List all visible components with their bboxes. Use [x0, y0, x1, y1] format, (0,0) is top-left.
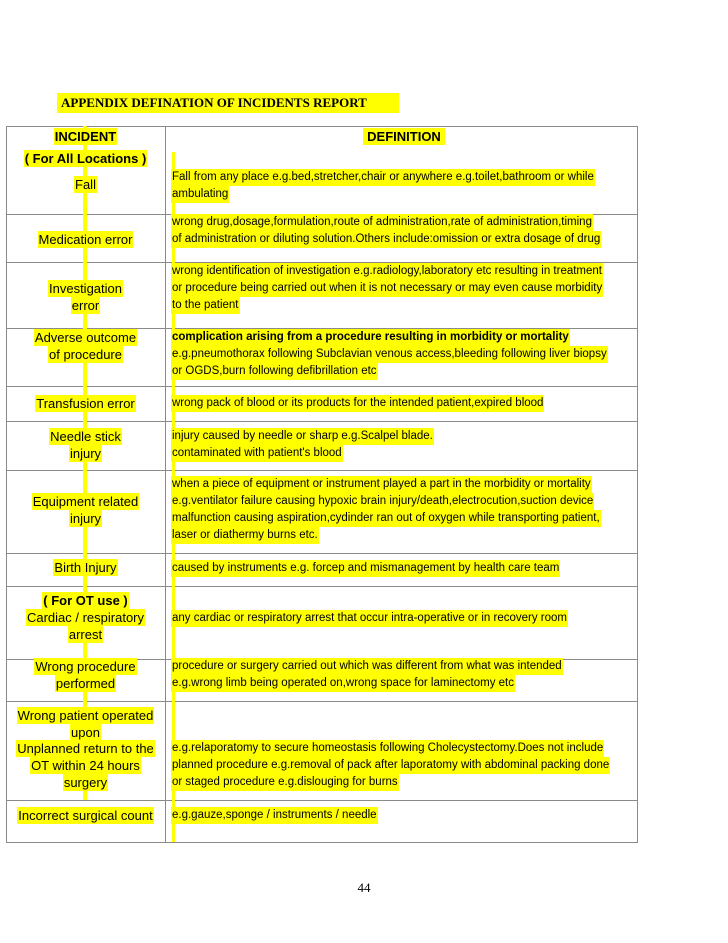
incident-cell: Equipment related injury [32, 494, 139, 526]
definition-cell: injury caused by needle or sharp e.g.Scalpel blade. contaminated with patient's blood [171, 428, 637, 462]
incident-header: INCIDENT [54, 129, 117, 144]
page-title: APPENDIX DEFINATION OF INCIDENTS REPORT [57, 93, 399, 113]
definition-cell: when a piece of equipment or instrument played a part in the morbidity or mortality e.g.ventilator failure causing hypoxic brain injury/death,electrocution,suction device malfunction causing aspiration,cydinder ran out of oxygen while transporting patient, laser or diathermy burns etc. [171, 476, 637, 544]
definition-cell: wrong drug,dosage,formulation,route of administration,rate of administration,timing of administration or diluting solution.Others include:omission or extra dosage of drug [171, 214, 637, 248]
incident-cell: Transfusion error [36, 396, 135, 411]
definition-cell: any cardiac or respiratory arrest that occur intra-operative or in recovery room [171, 610, 637, 627]
incident-cell: ( For OT use ) Cardiac / respiratory arrest [26, 593, 145, 642]
incident-cell: Medication error [38, 232, 133, 247]
definition-cell: wrong pack of blood or its products for the intended patient,expired blood [171, 395, 637, 412]
definition-cell: Fall from any place e.g.bed,stretcher,chair or anywhere e.g.toilet,bathroom or while ambulating [171, 169, 637, 203]
incident-cell: Wrong procedure performed [35, 659, 136, 691]
incident-cell: Needle stick injury [50, 429, 121, 461]
definition-cell: e.g.gauze,sponge / instruments / needle [171, 807, 637, 824]
definition-cell: wrong identification of investigation e.g.radiology,laboratory etc resulting in treatment or procedure being carried out when it is not necessary or may even cause morbidity to the patient [171, 263, 637, 314]
definition-cell: procedure or surgery carried out which was different from what was intended e.g.wrong limb being operated on,wrong space for laminectomy etc [171, 658, 637, 692]
definition-header: DEFINITION [171, 128, 637, 145]
definition-cell: e.g.relaporatomy to secure homeostasis following Cholecystectomy.Does not include planned procedure e.g.removal of pack after laporatomy with abdominal packing done or staged procedure e.g.dislouging for burns [171, 740, 637, 791]
incident-cell: ( For All Locations ) Fall [24, 151, 147, 192]
incident-cell: Investigation error [49, 281, 122, 313]
incident-cell: Unplanned return to the OT within 24 hours surgery [17, 741, 154, 790]
incident-cell: Adverse outcome of procedure [34, 330, 137, 362]
definition-cell: caused by instruments e.g. forcep and mismanagement by health care team [171, 560, 637, 577]
definition-cell: complication arising from a procedure resulting in morbidity or mortality e.g.pneumothorax following Subclavian venous access,bleeding following liver biopsy or OGDS,burn following defibrillation etc [171, 329, 637, 380]
incident-cell: Wrong patient operated upon [17, 708, 154, 740]
page-number: 44 [357, 880, 371, 895]
incidents-table [6, 126, 638, 843]
incident-cell: Incorrect surgical count [18, 808, 153, 823]
incident-cell: Birth Injury [54, 560, 117, 575]
